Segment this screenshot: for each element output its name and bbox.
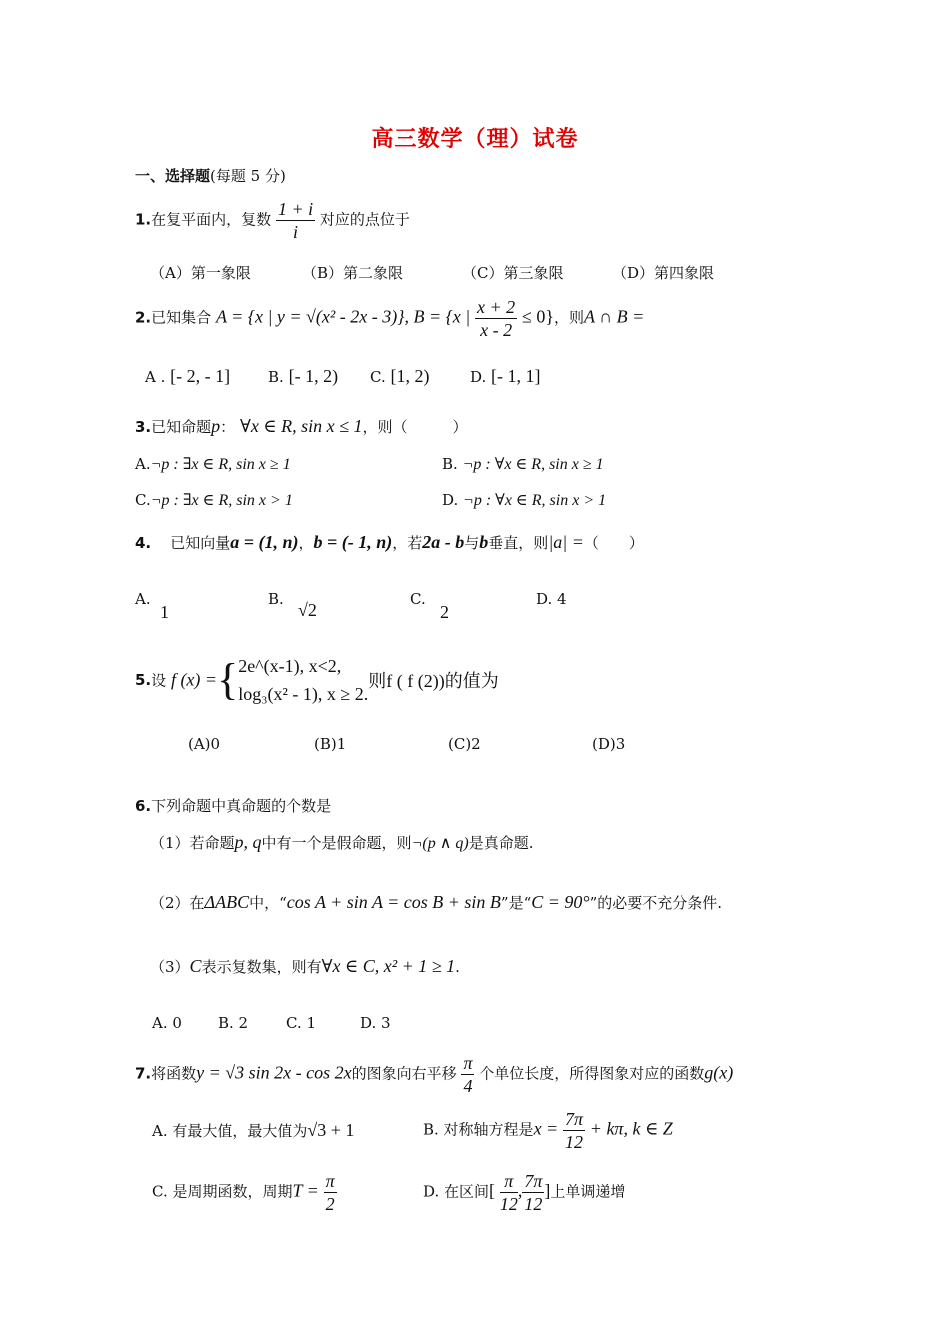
section-heading <box>135 165 286 186</box>
option-b-value: √2 <box>298 600 317 620</box>
question-6 <box>135 795 331 816</box>
option-value: ¬p : ∀x ∈ R, sin x > 1 <box>463 492 607 509</box>
question-number: 2. <box>135 308 152 327</box>
math-expression: + kπ, k ∈ Z <box>589 1118 673 1139</box>
option-b <box>268 366 338 387</box>
option-value: [- 1, 1] <box>491 366 541 386</box>
option-value: [1, 2) <box>390 366 430 386</box>
math-expression: ∀x ∈ C, x² + 1 ≥ 1 <box>321 956 456 976</box>
question-3 <box>135 416 468 437</box>
fraction <box>500 1170 518 1215</box>
option-c: C. 1 <box>286 1014 317 1032</box>
option-b <box>423 1108 673 1153</box>
question-number: 1. <box>135 210 152 229</box>
math-expression: y = √3 sin 2x - cos 2x <box>196 1062 352 1083</box>
math-expression: C <box>189 956 202 976</box>
option-c <box>135 490 293 510</box>
math-expression: √3 + 1 <box>307 1120 355 1140</box>
statement-text: 表示复数集，则有 <box>201 958 322 976</box>
option-value: [- 1, 2) <box>288 366 339 386</box>
math-variable: p <box>211 416 221 436</box>
question-text: 的图象向右平移 <box>351 1064 457 1083</box>
fraction-denominator: 2 <box>325 1194 335 1214</box>
fraction-denominator: 12 <box>499 1194 518 1214</box>
section-label: 一、选择题 <box>135 167 211 185</box>
set-expression: ≤ 0} <box>521 306 554 327</box>
math-expression: cos A + sin A = cos B + sin B <box>286 892 501 912</box>
statement-text: ”是“ <box>500 894 532 912</box>
case-2: log₃(x² - 1), x ≥ 2. <box>238 684 369 704</box>
set-expression: A = {x | y = √(x² - 2x - 3)}, B = {x | <box>215 306 471 327</box>
question-text: 已知集合 <box>151 308 212 327</box>
option-b: （B）第二象限 <box>302 264 404 282</box>
statement-text: （3） <box>150 958 190 976</box>
fraction-numerator: π <box>463 1053 473 1073</box>
fraction <box>461 1052 474 1097</box>
question-7 <box>135 1052 733 1097</box>
math-expression: 2a - b <box>422 532 465 552</box>
question-5 <box>135 652 499 708</box>
option-label: D. <box>536 590 553 608</box>
option-text: D. 在区间 <box>423 1182 490 1201</box>
fraction-denominator: x - 2 <box>480 320 513 340</box>
fraction-denominator: 12 <box>524 1194 543 1214</box>
question-text: 个单位长度，所得图象对应的函数 <box>479 1064 705 1083</box>
fraction-denominator: i <box>293 222 299 242</box>
option-c: （C）第三象限 <box>462 264 564 282</box>
option-label: D. <box>442 491 459 509</box>
math-expression: x = <box>533 1118 559 1139</box>
statement-text: （1）若命题 <box>150 834 235 852</box>
option-text: C. 是周期函数，周期 <box>152 1182 293 1201</box>
question-text: 已知命题 <box>151 418 212 436</box>
question-text: ， <box>298 534 314 552</box>
option-label: B. <box>268 368 284 386</box>
question-4 <box>135 532 644 553</box>
section-note: (每题 5 分) <box>210 167 286 185</box>
math-expression: f (x) = <box>170 669 218 690</box>
question-text: ，则（ ） <box>362 418 468 436</box>
option-a <box>135 454 291 474</box>
math-expression: C = 90° <box>531 892 590 912</box>
option-d <box>442 490 606 510</box>
option-value: 4 <box>557 590 567 608</box>
math-expression: |a| = <box>548 532 584 552</box>
option-c <box>152 1170 337 1215</box>
option-b: (B)1 <box>314 735 347 753</box>
question-2 <box>135 296 644 341</box>
option-text: 上单调递增 <box>550 1182 626 1201</box>
math-expression: ∀x ∈ R, sin x ≤ 1 <box>239 416 363 436</box>
option-a <box>152 1120 354 1141</box>
option-d: D. 3 <box>360 1014 391 1032</box>
math-expression: ¬(p ∧ q) <box>411 835 469 852</box>
question-number: 4. <box>135 534 152 552</box>
question-text: 与 <box>464 534 480 552</box>
question-text: 将函数 <box>151 1064 197 1083</box>
fraction-numerator: 7π <box>524 1171 543 1191</box>
option-value: [- 2, - 1] <box>170 366 231 386</box>
option-a-label: A. <box>135 590 151 608</box>
option-text: A. 有最大值，最大值为 <box>152 1122 308 1140</box>
fraction-denominator: 4 <box>463 1076 473 1096</box>
option-a: （A）第一象限 <box>150 264 251 282</box>
option-d <box>470 366 541 387</box>
option-c-label: C. <box>410 590 426 608</box>
option-c: (C)2 <box>448 735 481 753</box>
option-c <box>370 366 430 387</box>
option-a: (A)0 <box>188 735 221 753</box>
option-a <box>145 366 230 387</box>
math-expression: T = <box>292 1180 319 1201</box>
fraction-numerator: x + 2 <box>477 297 516 317</box>
fraction <box>324 1170 337 1215</box>
option-label: C. <box>370 368 386 386</box>
separator: , <box>517 1180 523 1201</box>
option-value: ¬p : ∃x ∈ R, sin x ≥ 1 <box>150 456 291 473</box>
math-expression: g(x) <box>704 1062 734 1083</box>
question-text: （ ） <box>583 534 644 552</box>
vector-a: a = (1, n) <box>230 532 299 552</box>
option-c-value: 2 <box>440 602 449 622</box>
option-label: A . <box>145 368 166 386</box>
option-label: B. <box>442 455 458 473</box>
statement-1 <box>150 832 534 853</box>
question-text: 下列命题中真命题的个数是 <box>151 797 332 815</box>
fraction-numerator: π <box>500 1170 518 1193</box>
bracket: [ <box>489 1180 496 1201</box>
statement-text: （2）在 <box>150 894 205 912</box>
fraction-numerator: 1 + i <box>277 199 314 219</box>
fraction <box>522 1170 544 1215</box>
statement-text: 中，“ <box>249 894 287 912</box>
brace-icon: { <box>217 655 239 704</box>
statement-text: . <box>455 958 460 976</box>
question-text: 设 <box>151 671 167 690</box>
fraction <box>475 296 517 341</box>
question-text: 垂直，则 <box>488 534 549 552</box>
option-text: B. 对称轴方程是 <box>423 1120 534 1139</box>
fraction-denominator: 12 <box>565 1132 583 1152</box>
statement-3 <box>150 956 460 977</box>
option-d: (D)3 <box>592 735 626 753</box>
math-expression: ΔABC <box>204 892 250 912</box>
fraction-numerator: π <box>325 1171 335 1191</box>
question-text: 已知向量 <box>170 534 231 552</box>
question-number: 6. <box>135 797 152 815</box>
question-text: ： <box>220 418 236 436</box>
option-b <box>442 454 604 474</box>
question-number: 5. <box>135 671 152 689</box>
option-label: C. <box>135 491 151 509</box>
option-a: A. 0 <box>152 1014 182 1032</box>
option-label: D. <box>470 368 487 386</box>
option-d <box>423 1170 625 1215</box>
vector-b: b = (- 1, n) <box>313 532 393 552</box>
option-d <box>536 590 567 608</box>
case-1: 2e^(x-1), x<2, <box>238 656 342 676</box>
fraction <box>563 1108 585 1153</box>
question-text: ，则 <box>553 308 584 327</box>
question-1 <box>135 198 410 243</box>
question-text: 则f ( f (2))的值为 <box>368 671 499 691</box>
option-a-value: 1 <box>160 602 169 622</box>
statement-text: 中有一个是假命题，则 <box>261 834 412 852</box>
fraction <box>276 198 315 243</box>
option-value: ¬p : ∀x ∈ R, sin x ≥ 1 <box>462 456 604 473</box>
question-text: 在复平面内，复数 <box>151 210 272 229</box>
option-value: ¬p : ∃x ∈ R, sin x > 1 <box>150 492 293 509</box>
statement-text: 是真命题. <box>468 834 534 852</box>
option-label: A. <box>135 455 151 473</box>
page-title: 高三数学（理）试卷 <box>371 126 579 152</box>
option-b: B. 2 <box>218 1014 249 1032</box>
statement-text: ”的必要不充分条件. <box>589 894 723 912</box>
question-text: ，若 <box>392 534 423 552</box>
question-text: 对应的点位于 <box>319 210 410 229</box>
math-variable: b <box>479 532 489 552</box>
math-expression: p, q <box>234 832 262 852</box>
option-b-label: B. <box>268 590 284 608</box>
math-expression: A ∩ B = <box>583 306 645 327</box>
question-number: 7. <box>135 1064 152 1083</box>
statement-2 <box>150 892 722 913</box>
piecewise-cases <box>238 652 368 708</box>
question-number: 3. <box>135 418 152 436</box>
option-d: （D）第四象限 <box>612 264 715 282</box>
fraction-numerator: 7π <box>564 1109 584 1129</box>
bracket: ] <box>544 1180 551 1201</box>
